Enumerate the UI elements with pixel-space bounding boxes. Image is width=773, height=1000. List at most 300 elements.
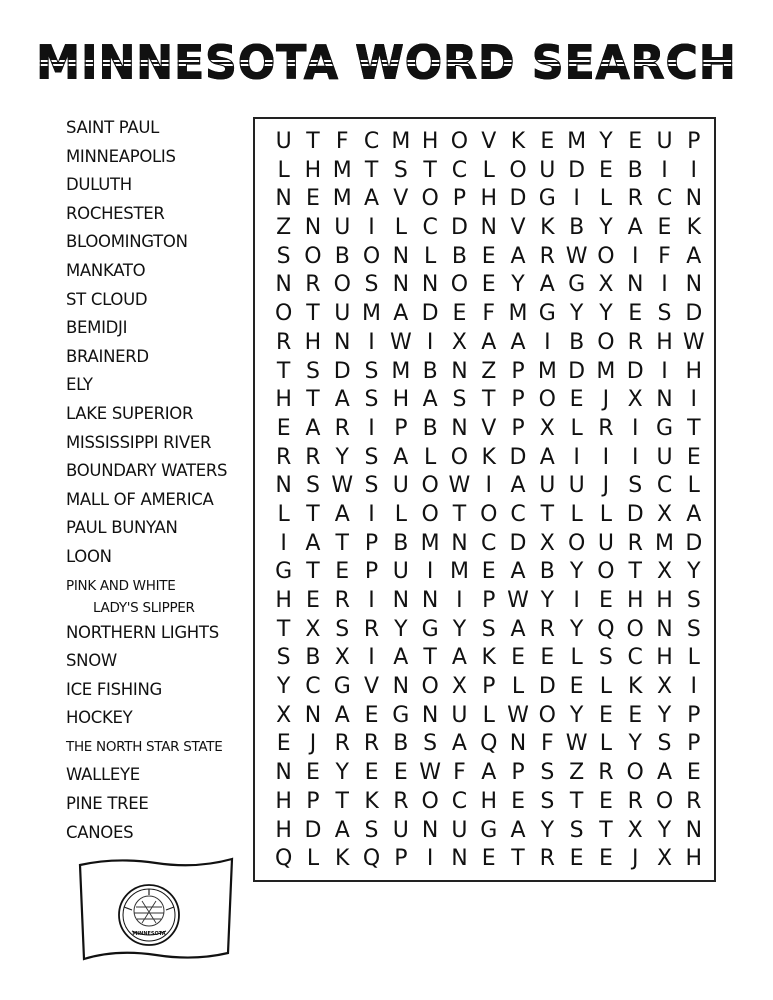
grid-letter[interactable]: I — [661, 358, 668, 384]
grid-letter[interactable]: J — [602, 473, 610, 499]
grid-letter[interactable]: O — [304, 243, 322, 269]
grid-letter[interactable]: W — [507, 702, 529, 728]
grid-letter[interactable]: M — [567, 129, 587, 154]
grid-letter[interactable]: O — [450, 272, 469, 298]
grid-letter[interactable]: T — [423, 157, 437, 183]
grid-letter[interactable]: T — [364, 157, 379, 183]
grid-letter[interactable]: U — [451, 702, 468, 728]
grid-letter[interactable]: N — [626, 272, 644, 298]
grid-letter[interactable]: G — [538, 186, 556, 212]
grid-letter[interactable]: Z — [276, 215, 292, 241]
grid-letter[interactable]: A — [510, 616, 526, 642]
grid-letter[interactable]: K — [364, 788, 379, 814]
grid-letter[interactable]: Y — [657, 817, 672, 843]
grid-letter[interactable]: O — [421, 788, 439, 814]
grid-letter[interactable]: S — [364, 358, 379, 384]
grid-letter[interactable]: E — [276, 731, 291, 757]
grid-letter[interactable]: K — [627, 674, 643, 700]
grid-letter[interactable]: Y — [569, 616, 584, 642]
grid-letter[interactable]: O — [421, 473, 439, 499]
grid-letter[interactable]: C — [451, 788, 468, 814]
grid-letter[interactable]: H — [656, 329, 673, 355]
grid-letter[interactable]: S — [598, 645, 613, 671]
grid-letter[interactable]: S — [540, 788, 555, 814]
grid-letter[interactable]: K — [510, 129, 526, 154]
grid-letter[interactable]: V — [364, 674, 380, 700]
grid-letter[interactable]: A — [334, 817, 350, 843]
grid-letter[interactable]: E — [598, 588, 613, 613]
grid-letter[interactable]: O — [655, 788, 674, 814]
grid-letter[interactable]: C — [656, 186, 673, 212]
grid-letter[interactable]: E — [305, 588, 320, 613]
grid-letter[interactable]: L — [482, 157, 495, 183]
grid-letter[interactable]: R — [598, 415, 614, 441]
grid-letter[interactable]: H — [275, 588, 292, 613]
grid-letter[interactable]: R — [686, 788, 702, 814]
grid-letter[interactable]: S — [628, 473, 643, 499]
grid-letter[interactable]: V — [510, 215, 526, 241]
grid-letter[interactable]: Q — [480, 731, 498, 757]
grid-letter[interactable]: P — [394, 415, 408, 441]
grid-letter[interactable]: M — [391, 129, 411, 154]
grid-letter[interactable]: T — [335, 530, 349, 556]
grid-letter[interactable]: E — [364, 760, 379, 786]
grid-letter[interactable]: V — [481, 129, 497, 154]
grid-letter[interactable]: Y — [599, 301, 613, 327]
grid-letter[interactable]: U — [334, 215, 351, 241]
grid-letter[interactable]: S — [423, 731, 438, 757]
grid-letter[interactable]: R — [539, 846, 555, 872]
grid-letter[interactable]: E — [598, 157, 613, 183]
grid-letter[interactable]: N — [392, 243, 410, 269]
grid-letter[interactable]: Y — [394, 616, 408, 642]
grid-letter[interactable]: X — [334, 645, 350, 671]
grid-letter[interactable]: E — [569, 387, 584, 413]
grid-letter[interactable]: O — [421, 501, 439, 527]
grid-letter[interactable]: S — [569, 817, 584, 843]
grid-letter[interactable]: X — [627, 817, 643, 843]
grid-letter[interactable]: B — [569, 329, 585, 355]
grid-letter[interactable]: I — [573, 186, 580, 212]
grid-letter[interactable]: O — [597, 559, 615, 585]
grid-letter[interactable]: E — [686, 760, 701, 786]
grid-letter[interactable]: E — [393, 760, 408, 786]
grid-letter[interactable]: A — [539, 444, 555, 470]
grid-letter[interactable]: S — [364, 387, 379, 413]
grid-letter[interactable]: W — [331, 473, 354, 499]
grid-letter[interactable]: R — [627, 788, 643, 814]
grid-letter[interactable]: O — [538, 702, 556, 728]
grid-letter[interactable]: O — [626, 616, 644, 642]
grid-letter[interactable]: K — [481, 645, 496, 671]
grid-letter[interactable]: E — [305, 760, 320, 786]
grid-letter[interactable]: F — [540, 731, 554, 757]
grid-letter[interactable]: Q — [362, 846, 381, 872]
grid-letter[interactable]: L — [570, 415, 583, 441]
grid-letter[interactable]: W — [419, 760, 442, 786]
grid-letter[interactable]: N — [451, 415, 468, 441]
grid-letter[interactable]: E — [569, 674, 584, 700]
grid-letter[interactable]: R — [627, 530, 643, 556]
grid-letter[interactable]: O — [362, 243, 381, 269]
grid-letter[interactable]: S — [393, 157, 408, 183]
grid-letter[interactable]: Y — [599, 215, 613, 241]
grid-letter[interactable]: R — [276, 329, 292, 355]
grid-letter[interactable]: A — [451, 731, 467, 757]
grid-letter[interactable]: E — [628, 702, 643, 728]
grid-letter[interactable]: T — [687, 415, 701, 441]
grid-letter[interactable]: N — [421, 817, 439, 843]
grid-letter[interactable]: T — [335, 788, 349, 814]
grid-letter[interactable]: O — [509, 157, 527, 183]
grid-letter[interactable]: L — [424, 243, 437, 269]
grid-letter[interactable]: L — [599, 186, 613, 212]
grid-letter[interactable]: S — [540, 760, 555, 786]
grid-letter[interactable]: P — [394, 846, 408, 872]
grid-letter[interactable]: E — [481, 272, 496, 298]
grid-letter[interactable]: K — [481, 444, 496, 470]
grid-letter[interactable]: I — [368, 415, 375, 441]
grid-letter[interactable]: O — [480, 501, 498, 527]
grid-letter[interactable]: E — [686, 444, 701, 470]
grid-letter[interactable]: A — [393, 645, 409, 671]
grid-letter[interactable]: A — [364, 186, 380, 212]
grid-letter[interactable]: A — [481, 329, 497, 355]
grid-letter[interactable]: A — [305, 530, 321, 556]
grid-letter[interactable]: A — [686, 501, 702, 527]
grid-letter[interactable]: I — [368, 645, 375, 671]
grid-letter[interactable]: N — [421, 702, 439, 728]
grid-letter[interactable]: H — [626, 588, 644, 613]
grid-letter[interactable]: B — [334, 243, 350, 269]
grid-letter[interactable]: M — [332, 157, 352, 183]
grid-letter[interactable]: O — [274, 301, 293, 327]
grid-letter[interactable]: R — [363, 731, 380, 757]
grid-letter[interactable]: E — [628, 301, 643, 327]
grid-letter[interactable]: M — [537, 358, 557, 384]
grid-letter[interactable]: U — [656, 444, 673, 470]
grid-letter[interactable]: O — [450, 444, 469, 470]
grid-letter[interactable]: D — [626, 358, 644, 384]
grid-letter[interactable]: Z — [569, 760, 585, 786]
grid-letter[interactable]: A — [627, 215, 643, 241]
grid-letter[interactable]: R — [305, 444, 321, 470]
grid-letter[interactable]: R — [539, 616, 555, 642]
grid-letter[interactable]: X — [598, 272, 614, 298]
grid-letter[interactable]: P — [511, 387, 525, 413]
grid-letter[interactable]: S — [364, 817, 379, 843]
grid-letter[interactable]: D — [538, 674, 556, 700]
grid-letter[interactable]: U — [539, 473, 556, 499]
grid-letter[interactable]: D — [568, 157, 586, 183]
grid-letter[interactable]: U — [392, 559, 409, 585]
grid-letter[interactable]: I — [690, 157, 698, 183]
grid-letter[interactable]: E — [481, 243, 496, 269]
grid-letter[interactable]: N — [304, 215, 322, 241]
grid-letter[interactable]: P — [687, 702, 701, 728]
grid-letter[interactable]: I — [631, 243, 639, 269]
grid-letter[interactable]: T — [540, 501, 555, 527]
grid-letter[interactable]: R — [627, 186, 643, 212]
grid-letter[interactable]: G — [275, 559, 293, 585]
grid-letter[interactable]: D — [509, 530, 527, 556]
grid-letter[interactable]: N — [392, 674, 410, 700]
grid-letter[interactable]: E — [628, 129, 643, 154]
grid-letter[interactable]: X — [276, 702, 292, 728]
grid-letter[interactable]: P — [511, 415, 525, 441]
grid-letter[interactable]: X — [656, 501, 673, 527]
grid-letter[interactable]: O — [333, 272, 351, 298]
grid-letter[interactable]: T — [511, 846, 525, 872]
grid-letter[interactable]: X — [656, 674, 673, 700]
grid-letter[interactable]: H — [275, 788, 292, 814]
grid-letter[interactable]: E — [540, 129, 555, 154]
grid-letter[interactable]: T — [306, 301, 320, 327]
grid-letter[interactable]: P — [511, 760, 525, 786]
grid-letter[interactable]: I — [426, 559, 434, 585]
grid-letter[interactable]: U — [334, 301, 351, 327]
grid-letter[interactable]: N — [656, 387, 673, 413]
grid-letter[interactable]: J — [631, 846, 639, 872]
grid-letter[interactable]: H — [656, 588, 673, 613]
grid-letter[interactable]: I — [573, 588, 580, 613]
grid-letter[interactable]: R — [539, 243, 555, 269]
grid-letter[interactable]: D — [626, 501, 644, 527]
grid-letter[interactable]: O — [421, 674, 439, 700]
grid-letter[interactable]: P — [364, 530, 379, 556]
grid-letter[interactable]: A — [510, 243, 526, 269]
grid-letter[interactable]: A — [510, 329, 526, 355]
grid-letter[interactable]: Y — [335, 760, 349, 786]
grid-letter[interactable]: M — [596, 358, 616, 384]
grid-letter[interactable]: P — [364, 559, 379, 585]
grid-letter[interactable]: M — [420, 530, 440, 556]
grid-letter[interactable]: T — [628, 559, 642, 585]
grid-letter[interactable]: L — [277, 501, 290, 527]
grid-letter[interactable]: L — [687, 645, 700, 671]
grid-letter[interactable]: D — [685, 530, 703, 556]
grid-letter[interactable]: G — [538, 301, 556, 327]
grid-letter[interactable]: I — [426, 846, 434, 872]
grid-letter[interactable]: Y — [276, 674, 291, 700]
grid-letter[interactable]: O — [421, 186, 439, 212]
grid-letter[interactable]: T — [599, 817, 613, 843]
grid-letter[interactable]: E — [305, 186, 320, 212]
grid-letter[interactable]: A — [656, 760, 673, 786]
grid-letter[interactable]: E — [511, 788, 525, 814]
grid-letter[interactable]: A — [334, 387, 350, 413]
grid-letter[interactable]: Q — [597, 616, 615, 642]
grid-letter[interactable]: O — [597, 329, 615, 355]
grid-letter[interactable]: R — [393, 788, 409, 814]
grid-letter[interactable]: R — [305, 272, 321, 298]
grid-letter[interactable]: W — [448, 473, 471, 499]
grid-letter[interactable]: I — [661, 272, 668, 298]
grid-letter[interactable]: P — [306, 788, 320, 814]
grid-letter[interactable]: C — [481, 530, 497, 556]
grid-letter[interactable]: C — [422, 215, 438, 241]
grid-letter[interactable]: C — [363, 129, 380, 154]
grid-letter[interactable]: H — [685, 846, 703, 872]
grid-letter[interactable]: U — [275, 129, 292, 154]
grid-letter[interactable]: N — [685, 186, 703, 212]
grid-letter[interactable]: E — [276, 415, 291, 441]
grid-letter[interactable]: M — [655, 530, 674, 556]
grid-letter[interactable]: U — [568, 473, 585, 499]
grid-letter[interactable]: E — [598, 846, 613, 872]
grid-letter[interactable]: M — [332, 186, 352, 212]
grid-letter[interactable]: R — [334, 731, 350, 757]
grid-letter[interactable]: E — [452, 301, 467, 327]
grid-letter[interactable]: Y — [687, 559, 701, 585]
grid-letter[interactable]: Y — [569, 559, 584, 585]
grid-letter[interactable]: H — [421, 129, 439, 154]
grid-letter[interactable]: N — [451, 530, 468, 556]
grid-letter[interactable]: T — [276, 616, 291, 642]
grid-letter[interactable]: O — [538, 387, 556, 413]
grid-letter[interactable]: O — [626, 760, 644, 786]
grid-letter[interactable]: E — [364, 702, 379, 728]
grid-letter[interactable]: R — [334, 588, 350, 613]
grid-letter[interactable]: Q — [274, 846, 293, 872]
grid-letter[interactable]: C — [627, 645, 643, 671]
grid-letter[interactable]: L — [599, 674, 613, 700]
grid-letter[interactable]: S — [657, 731, 672, 757]
grid-letter[interactable]: T — [452, 501, 467, 527]
grid-letter[interactable]: Y — [569, 301, 584, 327]
grid-letter[interactable]: P — [452, 186, 467, 212]
grid-letter[interactable]: I — [690, 387, 698, 413]
grid-letter[interactable]: V — [481, 415, 497, 441]
grid-letter[interactable]: N — [509, 731, 527, 757]
grid-letter[interactable]: B — [539, 559, 555, 585]
grid-letter[interactable]: R — [627, 329, 643, 355]
grid-letter[interactable]: A — [451, 645, 467, 671]
grid-letter[interactable]: D — [450, 215, 468, 241]
grid-letter[interactable]: Y — [599, 129, 613, 154]
grid-letter[interactable]: A — [510, 559, 526, 585]
grid-letter[interactable]: H — [480, 186, 497, 212]
grid-letter[interactable]: S — [686, 588, 701, 613]
grid-letter[interactable]: G — [392, 702, 410, 728]
grid-letter[interactable]: D — [509, 186, 527, 212]
grid-letter[interactable]: H — [656, 645, 673, 671]
grid-letter[interactable]: T — [306, 387, 320, 413]
grid-letter[interactable]: B — [627, 157, 643, 183]
grid-letter[interactable]: I — [456, 588, 463, 613]
grid-letter[interactable]: B — [422, 358, 438, 384]
grid-letter[interactable]: R — [598, 760, 614, 786]
grid-letter[interactable]: H — [392, 387, 410, 413]
grid-letter[interactable]: U — [451, 817, 468, 843]
grid-letter[interactable]: D — [568, 358, 586, 384]
grid-letter[interactable]: C — [510, 501, 526, 527]
grid-letter[interactable]: S — [276, 243, 291, 269]
grid-letter[interactable]: P — [511, 358, 525, 384]
grid-letter[interactable]: N — [275, 473, 292, 499]
grid-letter[interactable]: F — [482, 301, 496, 327]
grid-letter[interactable]: S — [364, 473, 379, 499]
grid-letter[interactable]: R — [363, 616, 380, 642]
grid-letter[interactable]: H — [304, 329, 322, 355]
grid-letter[interactable]: X — [451, 674, 467, 700]
grid-letter[interactable]: K — [686, 215, 702, 241]
grid-letter[interactable]: T — [306, 559, 320, 585]
grid-letter[interactable]: B — [422, 415, 438, 441]
grid-letter[interactable]: I — [368, 588, 375, 613]
grid-letter[interactable]: L — [570, 501, 583, 527]
grid-letter[interactable]: A — [305, 415, 321, 441]
grid-letter[interactable]: L — [306, 846, 320, 872]
grid-letter[interactable]: W — [565, 731, 588, 757]
grid-letter[interactable]: L — [394, 215, 407, 241]
grid-letter[interactable]: Y — [628, 731, 642, 757]
grid-letter[interactable]: T — [306, 129, 320, 154]
grid-letter[interactable]: G — [655, 415, 674, 441]
grid-letter[interactable]: W — [565, 243, 588, 269]
grid-letter[interactable]: M — [449, 559, 469, 585]
grid-letter[interactable]: Y — [540, 588, 555, 613]
grid-letter[interactable]: T — [482, 387, 496, 413]
grid-letter[interactable]: D — [421, 301, 439, 327]
grid-letter[interactable]: E — [657, 215, 672, 241]
grid-letter[interactable]: I — [661, 157, 668, 183]
grid-letter[interactable]: S — [481, 616, 496, 642]
grid-letter[interactable]: X — [539, 530, 555, 556]
grid-letter[interactable]: N — [392, 272, 410, 298]
grid-letter[interactable]: G — [568, 272, 586, 298]
grid-letter[interactable]: S — [335, 616, 350, 642]
grid-letter[interactable]: D — [304, 817, 322, 843]
grid-letter[interactable]: N — [656, 616, 673, 642]
grid-letter[interactable]: H — [685, 358, 703, 384]
grid-letter[interactable]: K — [335, 846, 350, 872]
grid-letter[interactable]: J — [602, 387, 610, 413]
grid-letter[interactable]: M — [391, 358, 411, 384]
grid-letter[interactable]: E — [598, 788, 613, 814]
grid-letter[interactable]: F — [658, 243, 671, 269]
grid-letter[interactable]: X — [656, 559, 673, 585]
grid-letter[interactable]: A — [481, 760, 497, 786]
grid-letter[interactable]: T — [569, 788, 584, 814]
grid-letter[interactable]: P — [482, 674, 496, 700]
grid-letter[interactable]: E — [481, 846, 496, 872]
grid-letter[interactable]: I — [631, 415, 639, 441]
grid-letter[interactable]: I — [368, 501, 375, 527]
grid-letter[interactable]: E — [335, 559, 350, 585]
grid-letter[interactable]: I — [573, 444, 580, 470]
grid-letter[interactable]: I — [544, 329, 551, 355]
grid-letter[interactable]: H — [275, 817, 292, 843]
grid-letter[interactable]: A — [334, 501, 350, 527]
grid-letter[interactable]: N — [685, 272, 703, 298]
grid-letter[interactable]: L — [599, 501, 613, 527]
grid-letter[interactable]: H — [275, 387, 292, 413]
grid-letter[interactable]: N — [685, 817, 703, 843]
grid-letter[interactable]: G — [421, 616, 439, 642]
grid-letter[interactable]: N — [275, 760, 292, 786]
grid-letter[interactable]: E — [598, 702, 613, 728]
grid-letter[interactable]: G — [333, 674, 351, 700]
grid-letter[interactable]: Y — [335, 444, 349, 470]
grid-letter[interactable]: N — [421, 588, 439, 613]
grid-letter[interactable]: A — [422, 387, 438, 413]
grid-letter[interactable]: C — [656, 473, 673, 499]
grid-letter[interactable]: I — [368, 215, 375, 241]
grid-letter[interactable]: P — [687, 731, 701, 757]
grid-letter[interactable]: L — [570, 645, 583, 671]
grid-letter[interactable]: I — [280, 530, 287, 556]
